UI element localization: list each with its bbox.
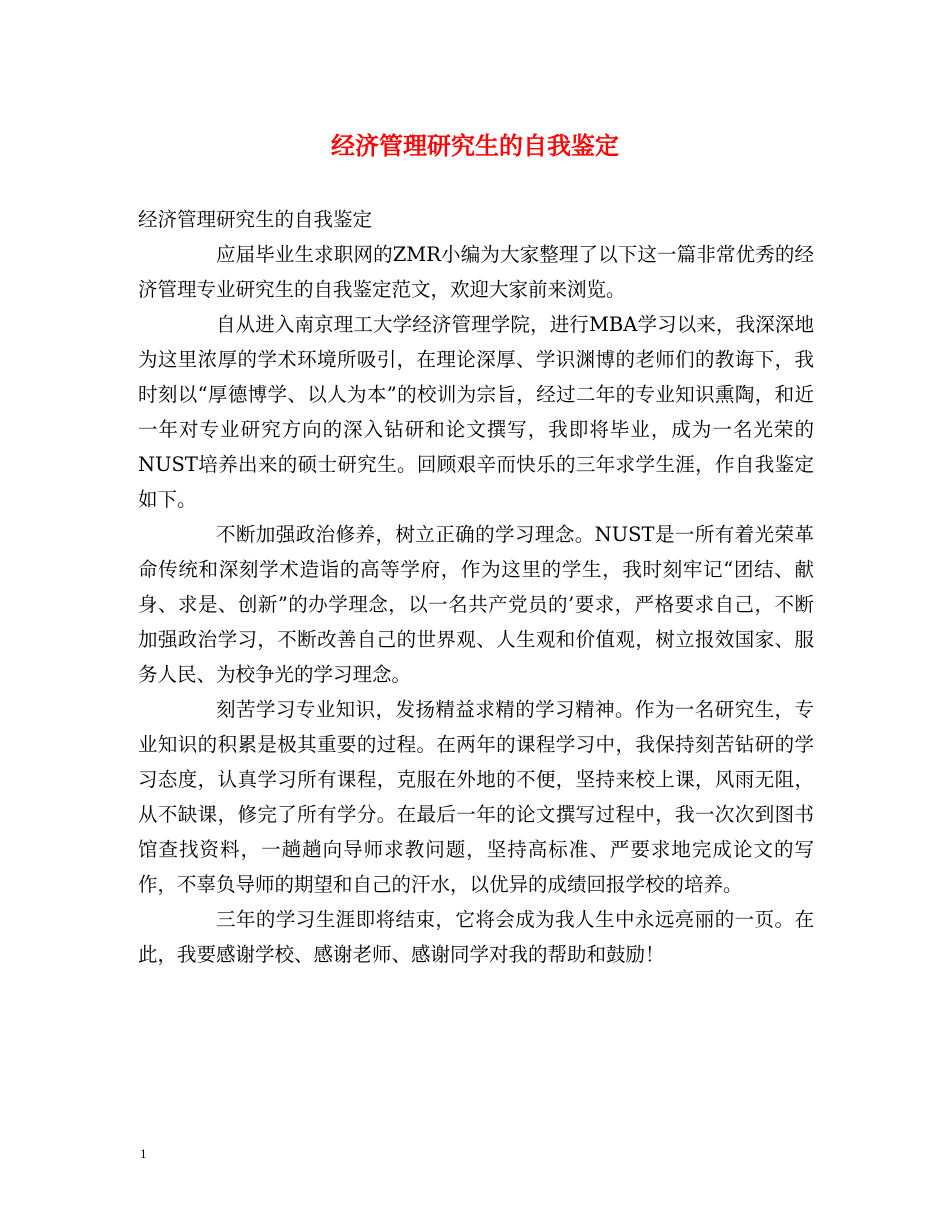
document-subtitle: 经济管理研究生的自我鉴定 <box>138 208 373 231</box>
paragraph-political: 不断加强政治修养，树立正确的学习理念。NUST是一所有着光荣革命传统和深刻学术造诣的高等学府，作为这里的学生，我时刻牢记“团结、献身、求是、创新”的办学理念，以一名共产党员的’要求，严格要求自己，不断加强政治学习，不断改善自己的世界观、人生观和价值观，树立报效国家、服务人民、为校争光的学习理念。 <box>138 523 814 686</box>
page-number: 1 <box>140 1146 147 1161</box>
document-body <box>138 202 814 972</box>
paragraph-background: 自从进入南京理工大学经济管理学院，进行MBA学习以来，我深深地为这里浓厚的学术环境所吸引，在理论深厚、学识渊博的老师们的教诲下，我时刻以“厚德博学、以人为本”的校训为宗旨，经过二年的专业知识熏陶，和近一年对专业研究方向的深入钻研和论文撰写，我即将毕业，成为一名光荣的NUST培养出来的硕士研究生。回顾艰辛而快乐的三年求学生涯，作自我鉴定如下。 <box>138 313 814 511</box>
document-title: 经济管理研究生的自我鉴定 <box>331 131 619 160</box>
paragraph-conclusion: 三年的学习生涯即将结束，它将会成为我人生中永远亮丽的一页。在此，我要感谢学校、感谢老师、感谢同学对我的帮助和鼓励！ <box>138 908 814 966</box>
paragraph-study: 刻苦学习专业知识，发扬精益求精的学习精神。作为一名研究生，专业知识的积累是极其重要的过程。在两年的课程学习中，我保持刻苦钻研的学习态度，认真学习所有课程，克服在外地的不便，坚持来校上课，风雨无阻，从不缺课，修完了所有学分。在最后一年的论文撰写过程中，我一次次到图书馆查找资料，一趟趟向导师求教问题，坚持高标准、严要求地完成论文的写作，不辜负导师的期望和自己的汗水，以优异的成绩回报学校的培养。 <box>138 698 814 896</box>
paragraph-intro: 应届毕业生求职网的ZMR小编为大家整理了以下这一篇非常优秀的经济管理专业研究生的自我鉴定范文，欢迎大家前来浏览。 <box>138 243 814 301</box>
